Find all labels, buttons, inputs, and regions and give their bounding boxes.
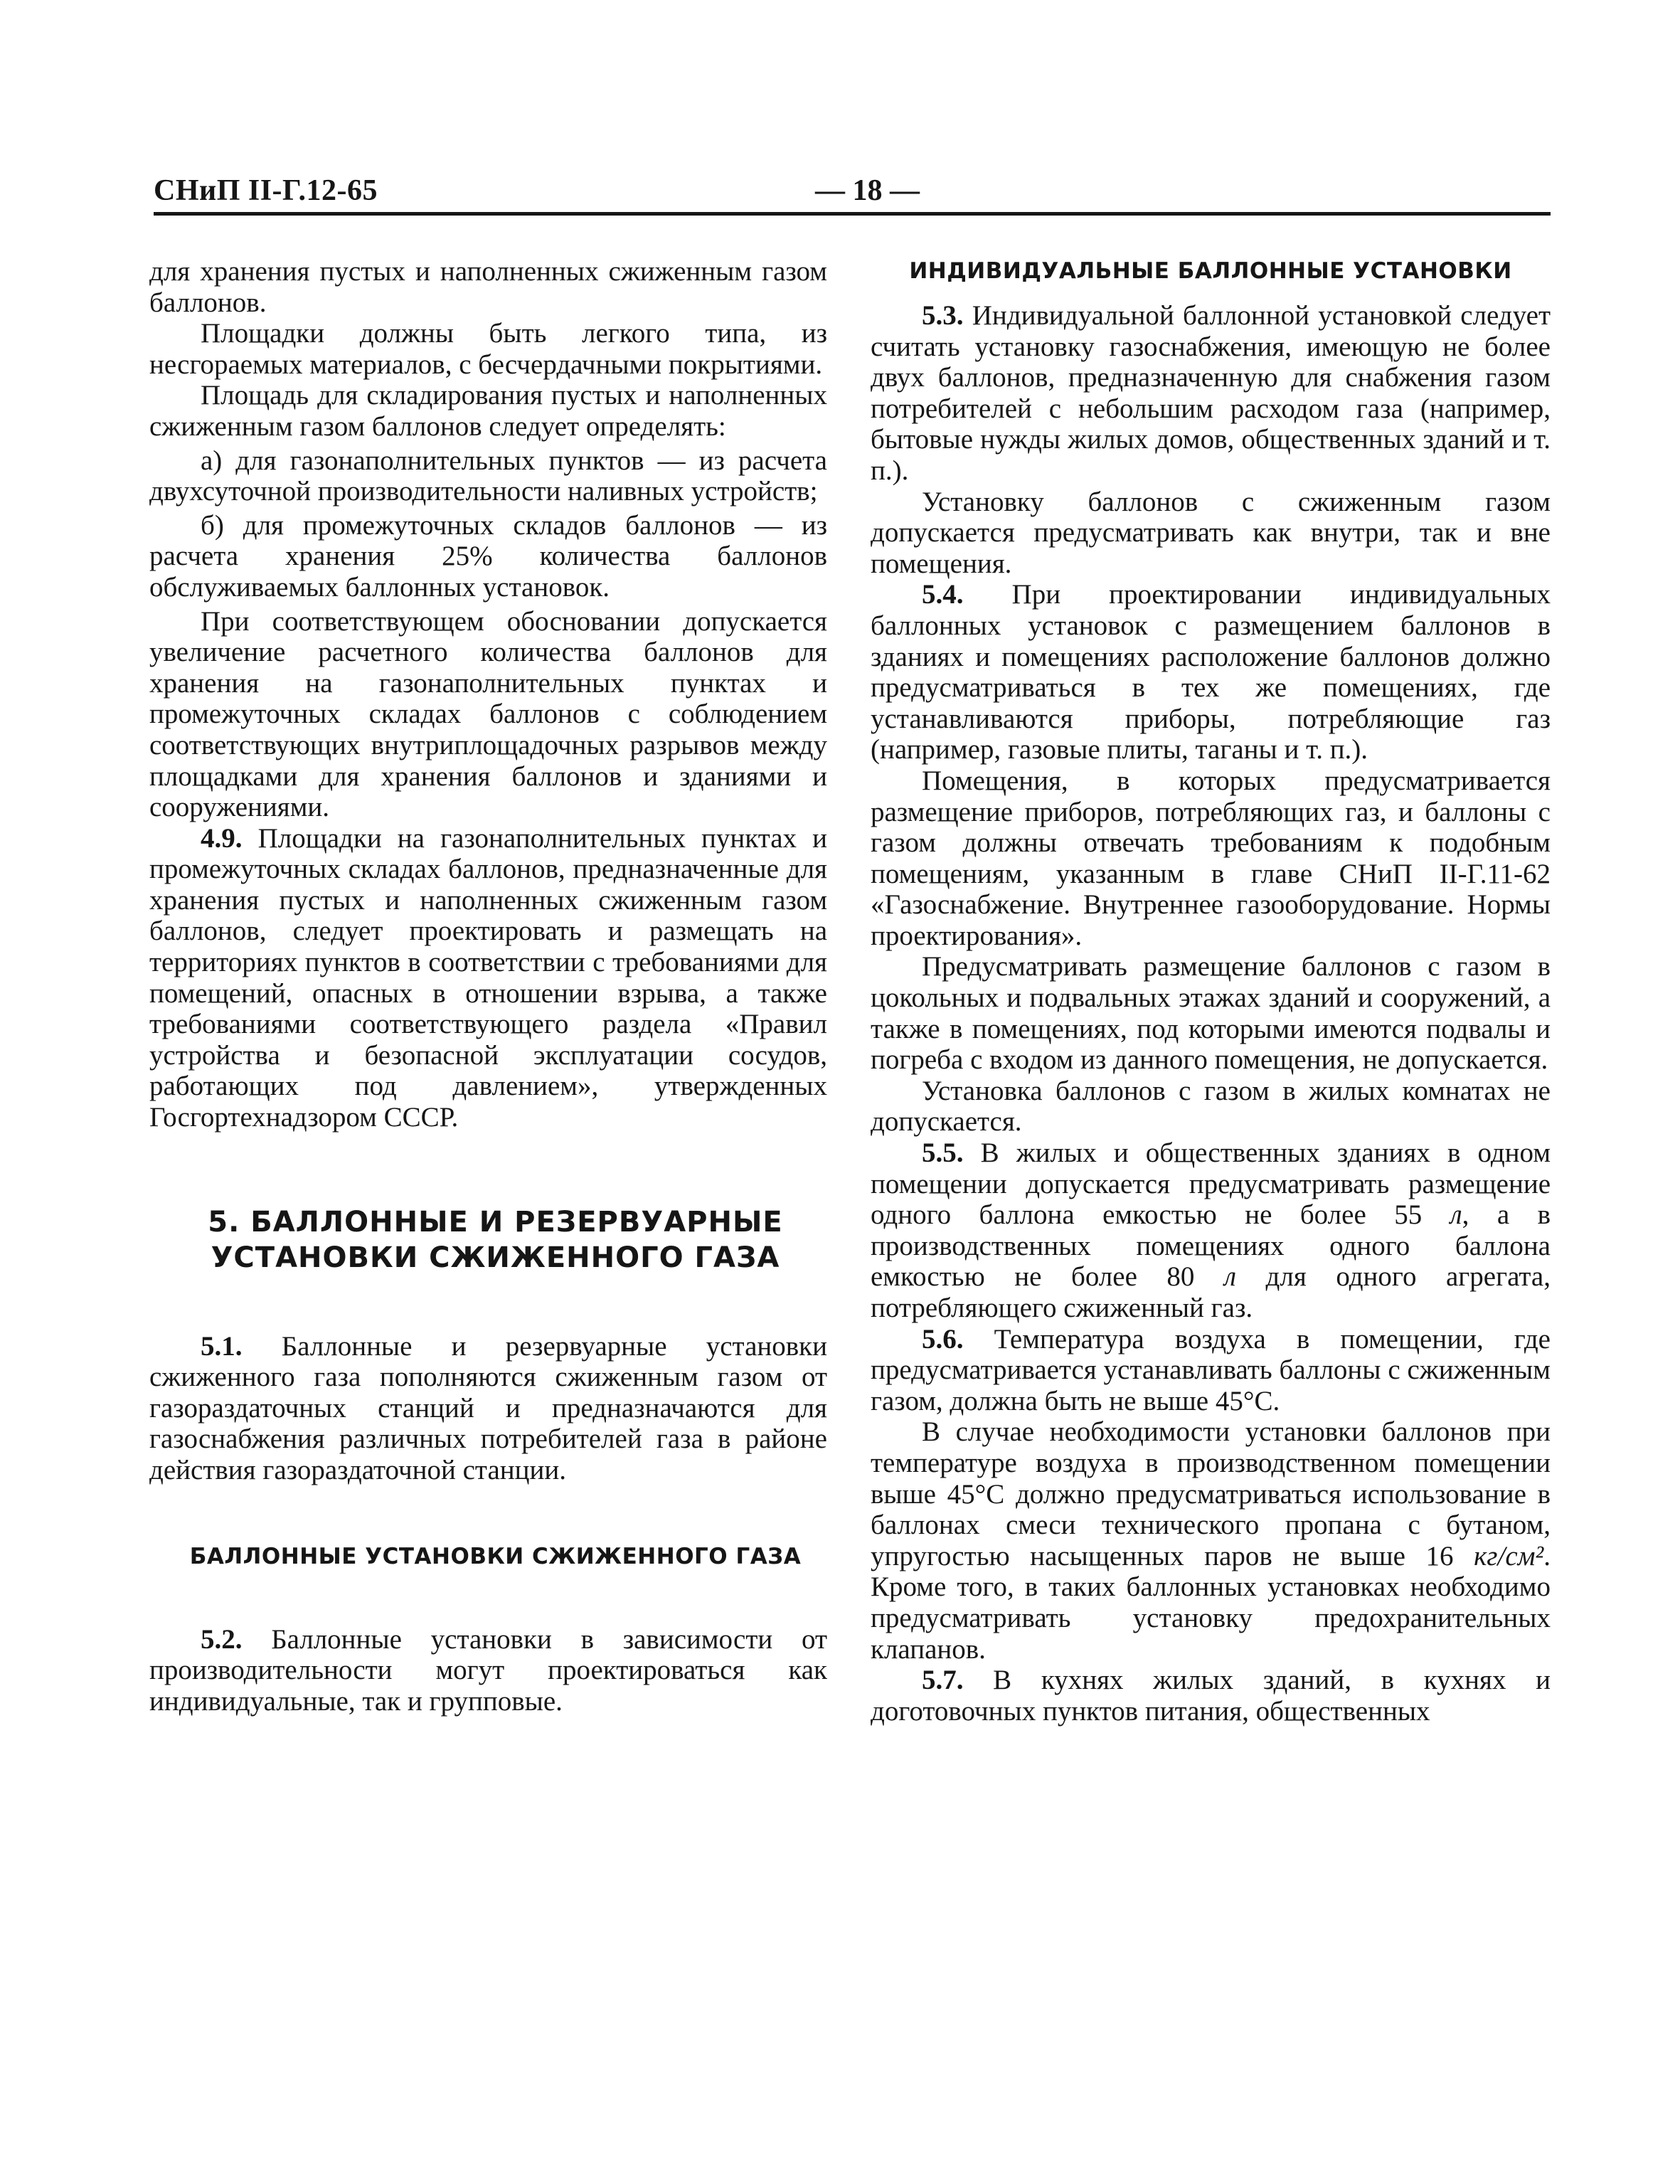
page-header xyxy=(154,174,1551,218)
subsection-heading: ИНДИВИДУАЛЬНЫЕ БАЛЛОННЫЕ УСТАНОВКИ xyxy=(909,258,1512,284)
right-column xyxy=(871,256,1551,1727)
clause-text: для одного агрегата, потребляющего сжиженный газ. xyxy=(871,1261,1551,1323)
clause-number: 5.1. xyxy=(201,1330,243,1362)
clause-number: 5.5. xyxy=(922,1138,964,1169)
paragraph: для хранения пустых и наполненных сжиженным газом баллонов. xyxy=(149,256,827,318)
document-code: СНиП II-Г.12-65 xyxy=(154,174,378,207)
list-item: б) для промежуточных складов баллонов — из расчета хранения 25% количества баллонов обслуживаемых баллонных установок. xyxy=(149,509,827,603)
clause-4-9 xyxy=(149,823,827,1133)
paragraph: Площадь для складирования пустых и наполненных сжиженным газом баллонов следует определять: xyxy=(149,380,827,442)
clause-text: Площадки на газонаполнительных пунктах и промежуточных складах баллонов, предназначенные для хранения пустых и наполненных сжиженным газом баллонов, следует проектировать и размещать на территориях пунктов в соответствии с требованиями для помещений, опасных в отношении взрыва, а также требованиями соответствующего раздела «Правил устройства и безопасной эксплуатации сосудов, работающих под давлением», утвержденных Госгортехнадзором СССР. xyxy=(149,822,827,1133)
unit-litre: л xyxy=(1450,1199,1462,1231)
clause-text: Баллонные и резервуарные установки сжиженного газа пополняются сжиженным газом от газораздаточных станций и предназначаются для газоснабжения различных потребителей газа в районе действия газораздаточной станции. xyxy=(149,1330,827,1485)
clause-number: 5.2. xyxy=(201,1623,243,1655)
paragraph: Площадки должны быть легкого типа, из несгораемых материалов, с бесчердачными покрытиями. xyxy=(149,318,827,380)
header-rule xyxy=(154,212,1551,216)
clause-number: 4.9. xyxy=(201,822,243,854)
clause-text: В жилых и общественных зданиях в одном помещении допускается предусматривать размещение одного баллона емкостью не более 55 xyxy=(871,1138,1551,1231)
clause-text: При проектировании индивидуальных баллонных установок с размещением баллонов в зданиях и помещениях расположение баллонов должно предусматриваться в тех же помещениях, где устанавливаются приборы, потребляющие газ (например, газовые плиты, таганы и т. п.). xyxy=(871,579,1551,765)
clause-text: , а в производственных помещениях одного баллона емкостью не более 80 xyxy=(871,1199,1551,1293)
clause-5-4 xyxy=(871,579,1551,765)
clause-5-2 xyxy=(149,1624,827,1717)
clause-5-7 xyxy=(871,1665,1551,1727)
left-column xyxy=(149,256,827,1717)
clause-text: В кухнях жилых зданий, в кухнях и доготовочных пунктов питания, общественных xyxy=(871,1665,1551,1727)
subsection-heading: БАЛЛОННЫЕ УСТАНОВКИ СЖИЖЕННОГО ГАЗА xyxy=(189,1543,802,1569)
paragraph-text: В случае необходимости установки баллонов при температуре воздуха в производственном помещении выше 45°С должно предусматриваться использование в баллонах смеси технического пропана с бутаном, упругостью насыщенных паров не выше 16 xyxy=(871,1416,1551,1571)
paragraph: Установка баллонов с газом в жилых комнатах не допускается. xyxy=(871,1075,1551,1138)
page-number: — 18 — xyxy=(815,174,920,207)
clause-number: 5.7. xyxy=(922,1665,964,1696)
paragraph: Предусматривать размещение баллонов с газом в цокольных и подвальных этажах зданий и сооружений, а также в помещениях, под которыми имеются подвалы и погреба с входом из данного помещения, не допускается. xyxy=(871,951,1551,1076)
section-heading: 5. БАЛЛОННЫЕ И РЕЗЕРВУАРНЫЕ УСТАНОВКИ СЖИЖЕННОГО ГАЗА xyxy=(208,1205,783,1274)
clause-number: 5.3. xyxy=(922,300,964,331)
clause-5-1 xyxy=(149,1331,827,1486)
clause-5-3 xyxy=(871,300,1551,487)
clause-number: 5.6. xyxy=(922,1323,964,1355)
paragraph-text: . Кроме того, в таких баллонных установках необходимо предусматривать установку предохранительных клапанов. xyxy=(871,1540,1551,1665)
unit-pressure: кг/см² xyxy=(1474,1540,1544,1571)
clause-5-6 xyxy=(871,1324,1551,1417)
clause-text: Индивидуальной баллонной установкой следует считать установку газоснабжения, имеющую не более двух баллонов, предназначенную для снабжения газом потребителей с небольшим расходом газа (например, бытовые нужды жилых домов, общественных зданий и т. п.). xyxy=(871,300,1551,486)
unit-litre: л xyxy=(1223,1261,1236,1293)
clause-text: Баллонные установки в зависимости от производительности могут проектироваться как индивидуальные, так и групповые. xyxy=(149,1623,827,1717)
clause-text: Температура воздуха в помещении, где предусматривается устанавливать баллоны с сжиженным газом, должна быть не выше 45°С. xyxy=(871,1323,1551,1416)
clause-5-5 xyxy=(871,1138,1551,1324)
paragraph: При соответствующем обосновании допускается увеличение расчетного количества баллонов для хранения на газонаполнительных пунктах и промежуточных складах баллонов с соблюдением соответствующих внутриплощадочных разрывов между площадками для хранения баллонов и зданиями и сооружениями. xyxy=(149,605,827,823)
clause-number: 5.4. xyxy=(922,579,964,610)
list-item: а) для газонаполнительных пунктов — из расчета двухсуточной производительности наливных устройств; xyxy=(149,445,827,507)
paragraph xyxy=(871,1416,1551,1665)
paragraph: Установку баллонов с сжиженным газом допускается предусматривать как внутри, так и вне помещения. xyxy=(871,486,1551,579)
paragraph: Помещения, в которых предусматривается размещение приборов, потребляющих газ, и баллоны с газом должны отвечать требованиям к подобным помещениям, указанным в главе СНиП II-Г.11-62 «Газоснабжение. Внутреннее газооборудование. Нормы проектирования». xyxy=(871,765,1551,951)
